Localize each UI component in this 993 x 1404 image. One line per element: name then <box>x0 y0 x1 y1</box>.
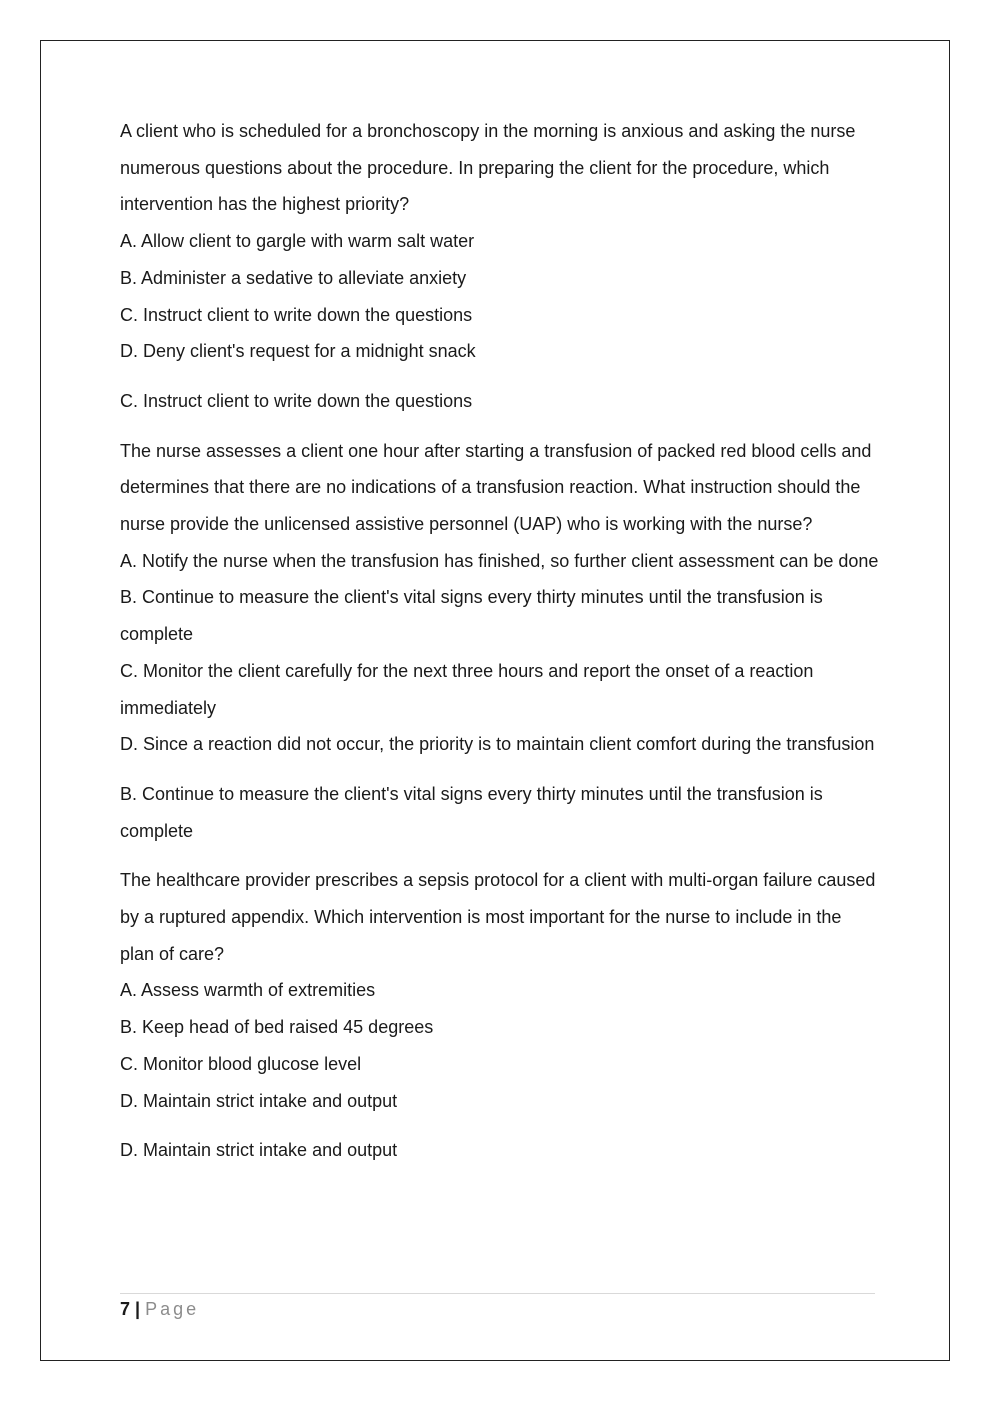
question-block-1 <box>120 113 880 420</box>
option-c: C. Monitor the client carefully for the next three hours and report the onset of a reaction immediately <box>120 660 814 718</box>
option-a: A. Notify the nurse when the transfusion has finished, so further client assessment can be done <box>120 550 879 571</box>
option-b: B. Continue to measure the client's vital signs every thirty minutes until the transfusion is complete <box>120 587 823 645</box>
document-body <box>120 113 880 1182</box>
answer-text: B. Continue to measure the client's vital signs every thirty minutes until the transfusion is complete <box>120 783 823 841</box>
option-b: B. Keep head of bed raised 45 degrees <box>120 1017 434 1038</box>
page-separator: | <box>135 1299 141 1319</box>
question-text: The healthcare provider prescribes a sepsis protocol for a client with multi-organ failure caused by a ruptured appendix. Which intervention is most important for the nurse to include in the plan of care? <box>120 870 876 964</box>
option-c: C. Monitor blood glucose level <box>120 1053 362 1074</box>
option-d: D. Maintain strict intake and output <box>120 1090 398 1111</box>
option-d: D. Since a reaction did not occur, the priority is to maintain client comfort during the transfusion <box>120 734 875 755</box>
option-a: A. Assess warmth of extremities <box>120 980 376 1001</box>
answer-text: C. Instruct client to write down the questions <box>120 390 473 411</box>
option-c: C. Instruct client to write down the questions <box>120 304 473 325</box>
page-number: 7 <box>120 1299 131 1319</box>
question-text: The nurse assesses a client one hour after starting a transfusion of packed red blood cells and determines that there are no indications of a transfusion reaction. What instruction should the nurse provide the unlicensed assistive personnel (UAP) who is working with the nurse? <box>120 440 872 535</box>
option-b: B. Administer a sedative to alleviate anxiety <box>120 267 467 288</box>
option-a: A. Allow client to gargle with warm salt water <box>120 231 475 252</box>
answer-text: D. Maintain strict intake and output <box>120 1140 398 1161</box>
page-label: Page <box>145 1299 200 1319</box>
question-block-2 <box>120 433 880 850</box>
page-footer <box>120 1293 875 1322</box>
question-text: A client who is scheduled for a bronchoscopy in the morning is anxious and asking the nurse numerous questions about the procedure. In preparing the client for the procedure, which intervention has the highest priority? <box>120 121 856 215</box>
option-d: D. Deny client's request for a midnight snack <box>120 341 476 362</box>
question-block-3 <box>120 862 880 1169</box>
